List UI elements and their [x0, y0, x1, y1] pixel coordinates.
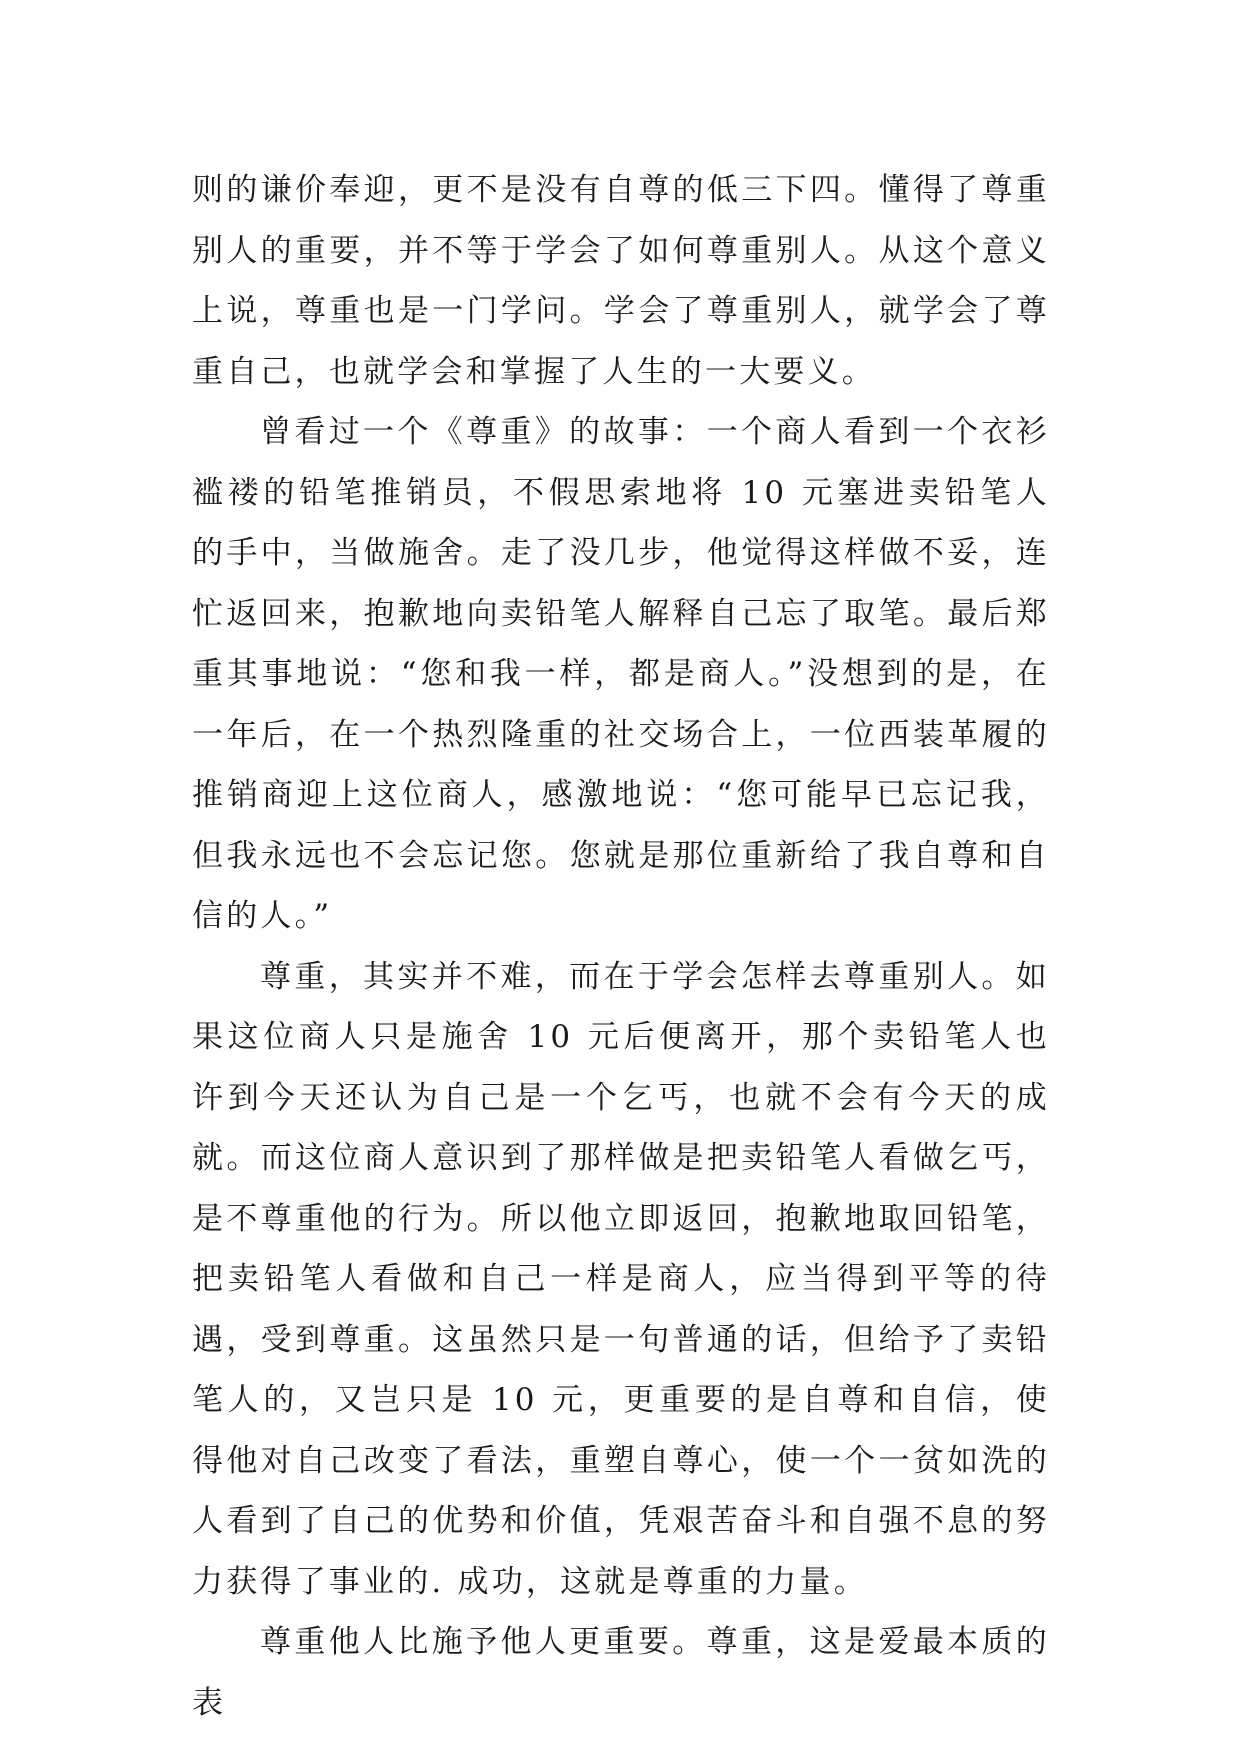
paragraph-3: 尊重，其实并不难，而在于学会怎样去尊重别人。如果这位商人只是施舍 10 元后便离开，那个卖铅笔人也许到今天还认为自己是一个乞丐，也就不会有今天的成就。而这位商人意识到了那样做是把卖铅笔人看做乞丐，是不尊重他的行为。所以他立即返回，抱歉地取回铅笔，把卖铅笔人看做和自己一样是商人，应当得到平等的待遇，受到尊重。这虽然只是一句普通的话，但给予了卖铅笔人的，又岂只是 10 元，更重要的是自尊和自信，使得他对自己改变了看法，重塑自尊心，使一个一贫如洗的人看到了自己的优势和价值，凭艰苦奋斗和自强不息的努力获得了事业的. 成功，这就是尊重的力量。 [192, 958, 1050, 1600]
paragraph-4: 尊重他人比施予他人更重要。尊重，这是爱最本质的表 [192, 1624, 1050, 1721]
document-body [192, 160, 1050, 1733]
paragraph-1: 则的谦价奉迎，更不是没有自尊的低三下四。懂得了尊重别人的重要，并不等于学会了如何尊重别人。从这个意义上说，尊重也是一门学问。学会了尊重别人，就学会了尊重自己，也就学会和掌握了人生的一大要义。 [192, 172, 1050, 390]
paragraph-2: 曾看过一个《尊重》的故事：一个商人看到一个衣衫褴褛的铅笔推销员，不假思索地将 10 元塞进卖铅笔人的手中，当做施舍。走了没几步，他觉得这样做不妥，连忙返回来，抱歉地向卖铅笔人解释自己忘了取笔。最后郑重其事地说：“您和我一样，都是商人。”没想到的是，在一年后，在一个热烈隆重的社交场合上，一位西装革履的推销商迎上这位商人，感激地说：“您可能早已忘记我，但我永远也不会忘记您。您就是那位重新给了我自尊和自信的人。” [192, 414, 1050, 934]
